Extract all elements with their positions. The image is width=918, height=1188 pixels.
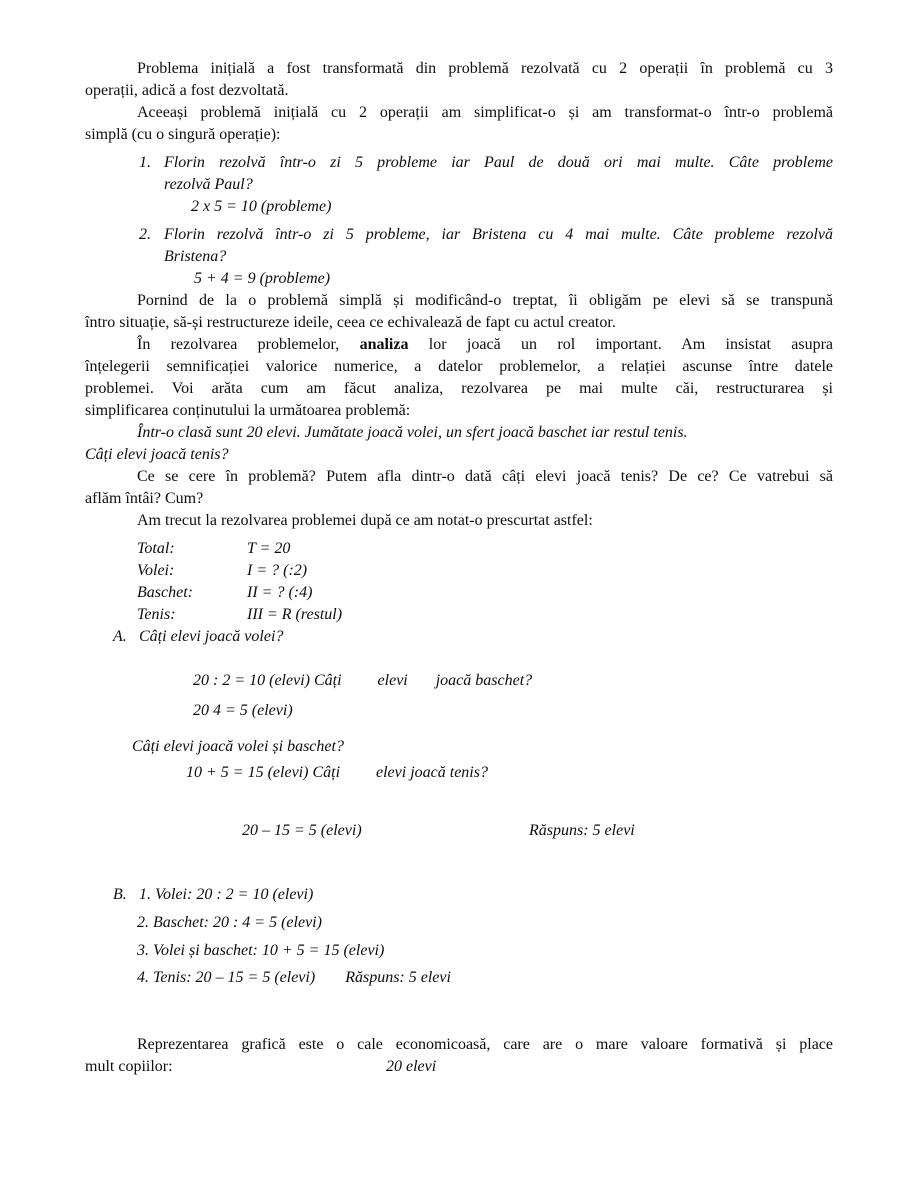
notation-value-tenis: III = R (restul) — [247, 606, 343, 623]
paragraph-2-line-2: simplă (cu o singură operație): — [85, 126, 281, 143]
list-item-2-line-1 — [139, 224, 833, 246]
paragraph-2-line-1: Aceeași problemă inițială cu 2 operații am simplificat-o și am transformat-o într-o problemă — [137, 104, 833, 121]
section-b-line-4 — [137, 967, 833, 989]
paragraph-4-text-before: În rezolvarea problemelor, — [137, 336, 360, 353]
notation-label-tenis: Tenis: — [137, 606, 176, 623]
list-item-2-text: Florin rezolvă într-o zi 5 probleme, iar Bristena cu 4 mai multe. Câte probleme rezolvă — [164, 226, 833, 243]
paragraph-4-line-1 — [85, 334, 833, 356]
section-a-answer-line — [85, 820, 833, 842]
section-b-step-1: 1. Volei: 20 : 2 = 10 (elevi) — [139, 886, 314, 903]
closing-note: 20 elevi — [386, 1058, 437, 1075]
section-a-question-1: Câți elevi joacă volei? — [139, 628, 284, 645]
notation-row-volei — [137, 560, 833, 582]
paragraph-1-line-2: operații, adică a fost dezvoltată. — [85, 82, 289, 99]
paragraph-4-line-3: problemei. Voi arăta cum am făcut analiza, rezolvarea pe mai multe căi, restructurarea și — [85, 380, 833, 397]
list-item-1-line-1 — [139, 152, 833, 174]
paragraph-4-line-4: simplificarea conținutului la următoarea problemă: — [85, 402, 411, 419]
section-b-line-3: 3. Volei și baschet: 10 + 5 = 15 (elevi) — [137, 942, 385, 959]
section-a-step-4: 20 – 15 = 5 (elevi) — [242, 822, 362, 839]
notation-label-baschet: Baschet: — [137, 584, 193, 601]
section-b-marker: B. — [113, 886, 127, 903]
section-b-answer: Răspuns: 5 elevi — [345, 969, 451, 986]
section-b-step-4: 4. Tenis: 20 – 15 = 5 (elevi) — [137, 969, 316, 986]
list-item-1-equation: 2 x 5 = 10 (probleme) — [191, 198, 332, 215]
section-b-line-2: 2. Baschet: 20 : 4 = 5 (elevi) — [137, 914, 322, 931]
list-item-2-line-2: Bristena? — [164, 248, 227, 265]
problem-statement-line-2: Câți elevi joacă tenis? — [85, 446, 229, 463]
section-a-step-3: 10 + 5 = 15 (elevi) Câți elevi joacă tenis? — [186, 764, 488, 781]
section-a-marker: A. — [113, 628, 127, 645]
closing-text: mult copiilor: — [85, 1058, 173, 1075]
list-item-1-line-2: rezolvă Paul? — [164, 176, 253, 193]
section-a-question-2: Câți elevi joacă volei și baschet? — [132, 738, 344, 755]
section-a-step-2: 20 4 = 5 (elevi) — [193, 702, 293, 719]
paragraph-4-text-after: lor joacă un rol important. Am insistat asupra — [408, 336, 834, 353]
notation-row-tenis — [137, 604, 833, 626]
paragraph-5-line-2: aflăm întâi? Cum? — [85, 490, 204, 507]
paragraph-1-line-1: Problema inițială a fost transformată din problemă rezolvată cu 2 operații în problemă cu 3 — [137, 60, 833, 77]
paragraph-4-line-2: înțelegerii semnificației valorice numerice, a datelor problemelor, a relației ascunse între datele — [85, 358, 833, 375]
list-item-2-marker: 2. — [139, 226, 151, 243]
notation-value-total: T = 20 — [247, 540, 291, 557]
problem-statement-line-1: Într-o clasă sunt 20 elevi. Jumătate joacă volei, un sfert joacă baschet iar restul tenis. — [137, 424, 688, 441]
notation-row-total — [137, 538, 833, 560]
notation-label-volei: Volei: — [137, 562, 175, 579]
section-a-answer: Răspuns: 5 elevi — [529, 822, 635, 839]
closing-line-2 — [85, 1056, 833, 1078]
paragraph-3-line-1: Pornind de la o problemă simplă și modificând-o treptat, îi obligăm pe elevi să se transpună — [137, 292, 833, 309]
paragraph-4-bold-word: analiza — [359, 336, 409, 353]
paragraph-3-line-2: întro situație, să-și restructureze ideile, ceea ce echivalează de fapt cu actul creator. — [85, 314, 616, 331]
section-b-line-1 — [113, 884, 833, 906]
paragraph-6-line-1: Am trecut la rezolvarea problemei după ce am notat-o prescurtat astfel: — [137, 512, 593, 529]
notation-value-baschet: II = ? (:4) — [247, 584, 313, 601]
notation-label-total: Total: — [137, 540, 175, 557]
list-item-2-equation: 5 + 4 = 9 (probleme) — [194, 270, 331, 287]
closing-line-1: Reprezentarea grafică este o cale economicoasă, care are o mare valoare formativă și place — [137, 1036, 833, 1053]
section-a-step-1: 20 : 2 = 10 (elevi) Câți elevi joacă baschet? — [193, 672, 533, 689]
list-item-1-marker: 1. — [139, 154, 151, 171]
section-a-heading — [113, 626, 833, 648]
notation-row-baschet — [137, 582, 833, 604]
list-item-1-text: Florin rezolvă într-o zi 5 probleme iar Paul de două ori mai multe. Câte probleme — [164, 154, 833, 171]
notation-value-volei: I = ? (:2) — [247, 562, 308, 579]
paragraph-5-line-1: Ce se cere în problemă? Putem afla dintr-o dată câți elevi joacă tenis? De ce? Ce vatrebui să — [137, 468, 833, 485]
